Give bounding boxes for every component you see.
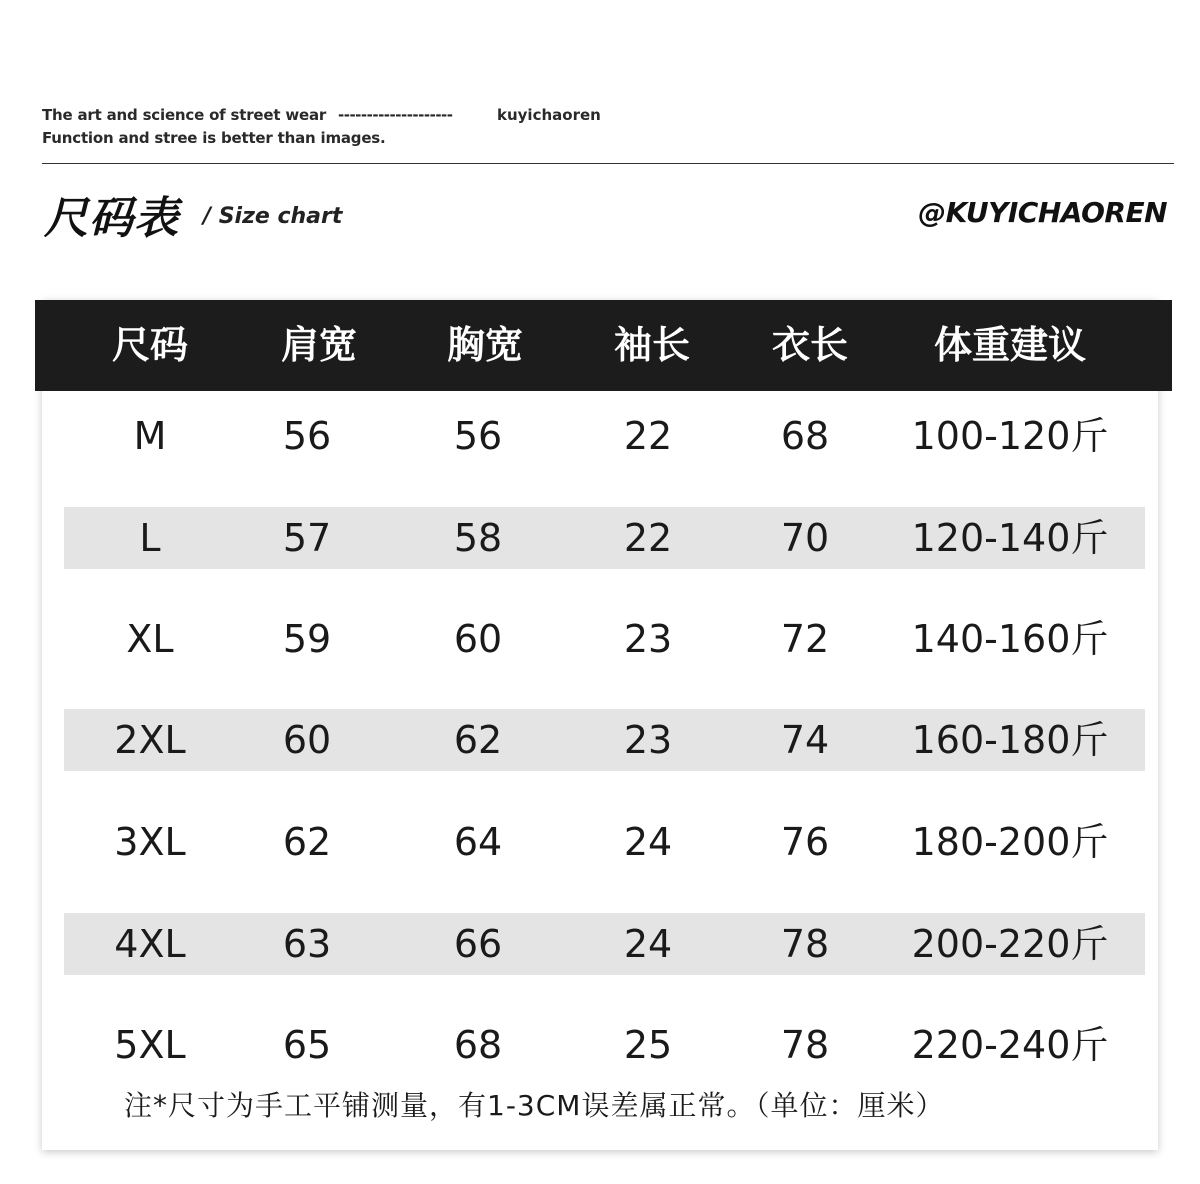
header-divider — [42, 163, 1174, 164]
tagline-line-2: Function and stree is better than images. — [42, 129, 386, 147]
table-row — [0, 608, 1200, 670]
cell-sleeve: 24 — [623, 922, 673, 966]
cell-weight: 200-220斤 — [911, 922, 1109, 966]
cell-chest: 60 — [453, 617, 503, 661]
tagline-brand: kuyichaoren — [497, 106, 601, 124]
cell-weight: 120-140斤 — [911, 516, 1109, 560]
cell-length: 76 — [780, 820, 830, 864]
cell-sleeve: 23 — [623, 718, 673, 762]
cell-shoulder: 60 — [282, 718, 332, 762]
cell-shoulder: 65 — [282, 1023, 332, 1067]
cell-size: L — [139, 516, 161, 560]
cell-length: 74 — [780, 718, 830, 762]
cell-size: 3XL — [114, 820, 186, 864]
column-header-size: 尺码 — [111, 323, 189, 367]
column-header-chest: 胸宽 — [446, 323, 524, 367]
cell-chest: 68 — [453, 1023, 503, 1067]
cell-weight: 160-180斤 — [911, 718, 1109, 762]
measurement-note: 注*尺寸为手工平铺测量，有1-3CM误差属正常。（单位：厘米） — [124, 1089, 945, 1122]
table-header — [35, 300, 1172, 391]
table-row — [0, 811, 1200, 873]
cell-chest: 64 — [453, 820, 503, 864]
cell-shoulder: 62 — [282, 820, 332, 864]
table-row — [0, 507, 1200, 569]
table-row — [0, 913, 1200, 975]
cell-size: 4XL — [114, 922, 186, 966]
cell-weight: 220-240斤 — [911, 1023, 1109, 1067]
column-header-shoulder: 肩宽 — [280, 323, 358, 367]
cell-chest: 66 — [453, 922, 503, 966]
cell-shoulder: 63 — [282, 922, 332, 966]
cell-sleeve: 22 — [623, 414, 673, 458]
cell-shoulder: 57 — [282, 516, 332, 560]
cell-sleeve: 22 — [623, 516, 673, 560]
cell-sleeve: 25 — [623, 1023, 673, 1067]
cell-sleeve: 24 — [623, 820, 673, 864]
cell-size: 5XL — [114, 1023, 186, 1067]
column-header-length: 衣长 — [771, 323, 849, 367]
page-subtitle: / Size chart — [203, 204, 343, 229]
cell-size: XL — [126, 617, 174, 661]
cell-weight: 100-120斤 — [911, 414, 1109, 458]
tagline-line-1: The art and science of street wear — [42, 106, 327, 124]
column-header-weight: 体重建议 — [933, 323, 1087, 367]
table-row — [0, 709, 1200, 771]
cell-size: 2XL — [114, 718, 186, 762]
cell-shoulder: 59 — [282, 617, 332, 661]
cell-chest: 58 — [453, 516, 503, 560]
page-title: 尺码表 — [44, 193, 179, 244]
cell-chest: 62 — [453, 718, 503, 762]
cell-weight: 180-200斤 — [911, 820, 1109, 864]
cell-length: 70 — [780, 516, 830, 560]
cell-weight: 140-160斤 — [911, 617, 1109, 661]
table-row — [0, 405, 1200, 467]
table-row — [0, 1014, 1200, 1076]
brand-handle: @KUYICHAOREN — [918, 196, 1167, 229]
cell-length: 72 — [780, 617, 830, 661]
cell-shoulder: 56 — [282, 414, 332, 458]
tagline-dashes: -------------------- — [338, 106, 453, 124]
cell-length: 78 — [780, 922, 830, 966]
cell-chest: 56 — [453, 414, 503, 458]
column-header-sleeve: 袖长 — [613, 323, 691, 367]
cell-length: 68 — [780, 414, 830, 458]
cell-length: 78 — [780, 1023, 830, 1067]
cell-size: M — [133, 414, 167, 458]
cell-sleeve: 23 — [623, 617, 673, 661]
